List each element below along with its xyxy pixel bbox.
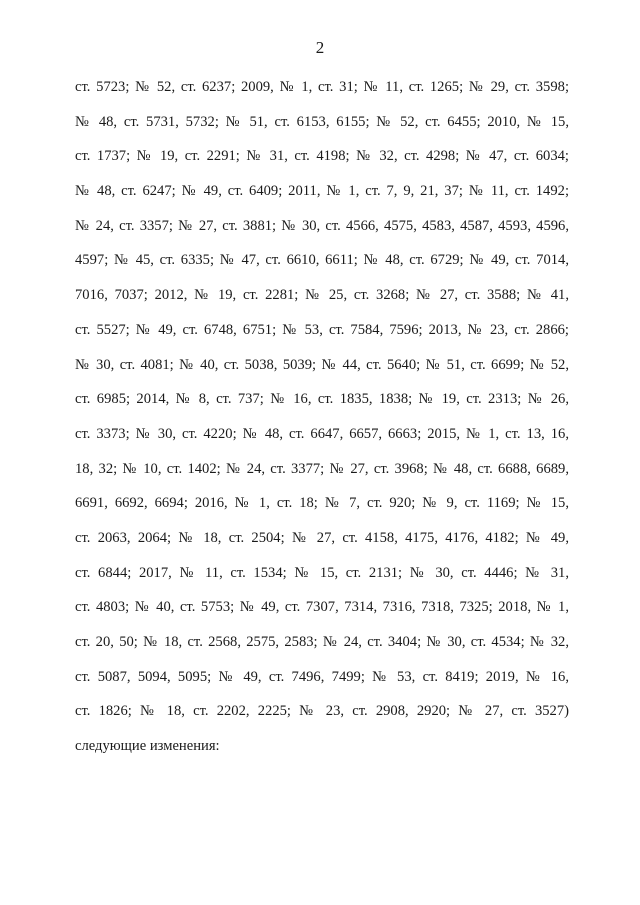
page-number: 2: [315, 38, 325, 57]
text-line: № 48, ст. 6247; № 49, ст. 6409; 2011, № 1, ст. 7, 9, 21, 37; № 11, ст. 1492;: [75, 183, 569, 200]
text-line: ст. 4803; № 40, ст. 5753; № 49, ст. 7307, 7314, 7316, 7318, 7325; 2018, № 1,: [75, 599, 569, 616]
text-line: ст. 5527; № 49, ст. 6748, 6751; № 53, ст. 7584, 7596; 2013, № 23, ст. 2866;: [75, 321, 569, 338]
text-line: ст. 2063, 2064; № 18, ст. 2504; № 27, ст. 4158, 4175, 4176, 4182; № 49,: [75, 529, 569, 546]
text-line: № 30, ст. 4081; № 40, ст. 5038, 5039; № 44, ст. 5640; № 51, ст. 6699; № 52,: [75, 356, 569, 373]
text-line: ст. 5087, 5094, 5095; № 49, ст. 7496, 7499; № 53, ст. 8419; 2019, № 16,: [75, 668, 569, 685]
document-body: [75, 70, 569, 764]
text-line-final: следующие изменения:: [75, 738, 220, 755]
text-line: 7016, 7037; 2012, № 19, ст. 2281; № 25, ст. 3268; № 27, ст. 3588; № 41,: [75, 287, 569, 304]
text-line: 4597; № 45, ст. 6335; № 47, ст. 6610, 6611; № 48, ст. 6729; № 49, ст. 7014,: [75, 252, 569, 269]
text-line: 6691, 6692, 6694; 2016, № 1, ст. 18; № 7, ст. 920; № 9, ст. 1169; № 15,: [75, 495, 569, 512]
text-line: 18, 32; № 10, ст. 1402; № 24, ст. 3377; № 27, ст. 3968; № 48, ст. 6688, 6689,: [75, 460, 569, 477]
text-line: ст. 6985; 2014, № 8, ст. 737; № 16, ст. 1835, 1838; № 19, ст. 2313; № 26,: [75, 391, 569, 408]
text-line: № 24, ст. 3357; № 27, ст. 3881; № 30, ст. 4566, 4575, 4583, 4587, 4593, 4596,: [75, 217, 569, 234]
text-line: № 48, ст. 5731, 5732; № 51, ст. 6153, 6155; № 52, ст. 6455; 2010, № 15,: [75, 113, 569, 130]
text-line: ст. 1737; № 19, ст. 2291; № 31, ст. 4198; № 32, ст. 4298; № 47, ст. 6034;: [75, 148, 569, 165]
text-line: ст. 1826; № 18, ст. 2202, 2225; № 23, ст. 2908, 2920; № 27, ст. 3527): [75, 703, 569, 720]
text-line: ст. 6844; 2017, № 11, ст. 1534; № 15, ст. 2131; № 30, ст. 4446; № 31,: [75, 564, 569, 581]
text-line: ст. 5723; № 52, ст. 6237; 2009, № 1, ст. 31; № 11, ст. 1265; № 29, ст. 3598;: [75, 79, 569, 95]
text-line: ст. 3373; № 30, ст. 4220; № 48, ст. 6647, 6657, 6663; 2015, № 1, ст. 13, 16,: [75, 425, 569, 442]
text-line: ст. 20, 50; № 18, ст. 2568, 2575, 2583; № 24, ст. 3404; № 30, ст. 4534; № 32,: [75, 634, 569, 650]
